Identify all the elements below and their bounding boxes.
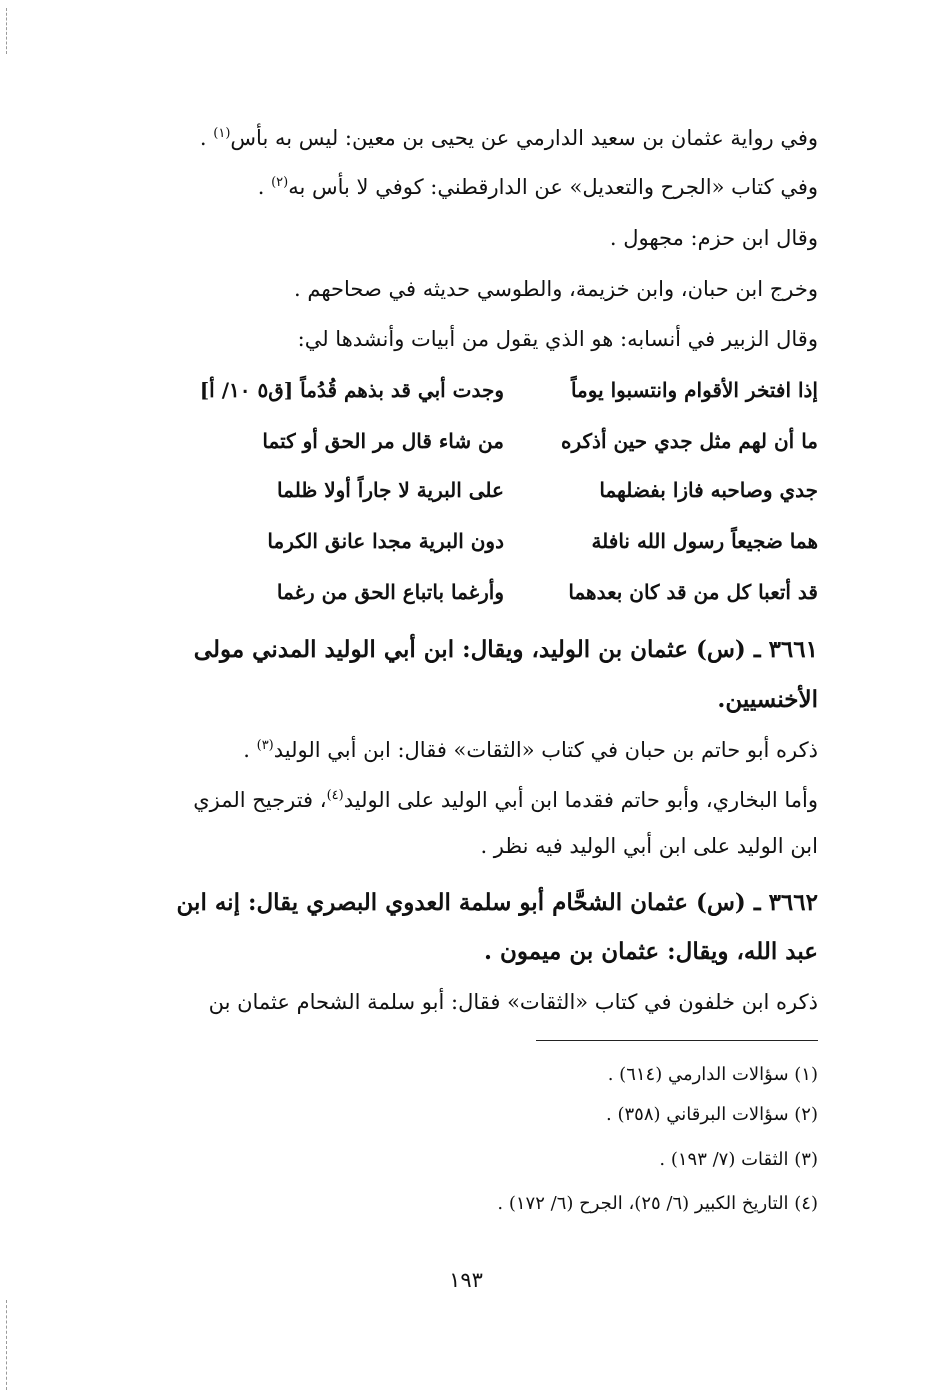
footnote: (٤) التاريخ الكبير (٦/ ٢٥)، الجرح (٦/ ١٧٢) . [497, 1193, 818, 1214]
footnote-ref[interactable]: (١) [213, 126, 231, 141]
body-line: ابن الوليد على ابن أبي الوليد فيه نظر . [480, 834, 818, 858]
entry-heading-3661: ٣٦٦١ ـ (س) عثمان بن الوليد، ويقال: ابن أبي الوليد المدني مولى [193, 636, 818, 663]
poem-verse [120, 370, 818, 410]
poem-verse [120, 521, 818, 561]
poem-verse [120, 470, 818, 510]
verse-second-hemistich: من شاء قال مر الحق أو كتما [262, 429, 504, 453]
footnote: (٢) سؤالات البرقاني (٣٥٨) . [606, 1104, 818, 1125]
verse-second-hemistich: على البرية لا جاراً أولا ظلما [277, 478, 504, 502]
scan-edge-mark [6, 1300, 7, 1390]
page-number: ١٩٣ [449, 1268, 483, 1292]
entry-heading-3662-cont: عبد الله، ويقال: عثمان بن ميمون . [483, 938, 818, 965]
body-line: وأما البخاري، وأبو حاتم فقدما ابن أبي الوليد على الوليد$^{(٤)}$، فترجيح المزي [193, 788, 818, 812]
verse-second-hemistich: وأرغما باتباع الحق من رغما [276, 580, 504, 604]
footnote-ref[interactable]: (٣) [256, 738, 274, 753]
footnote-ref[interactable]: (٢) [271, 175, 289, 190]
body-line: ذكره ابن خلفون في كتاب «الثقات» فقال: أبو سلمة الشحام عثمان بن [208, 990, 818, 1014]
poem-verse [120, 421, 818, 461]
verse-first-hemistich: جدي وصاحبه فازا بفضلهما [599, 478, 818, 502]
body-line: ذكره أبو حاتم بن حبان في كتاب «الثقات» فقال: ابن أبي الوليد$^{(٣)}$ . [243, 738, 818, 762]
body-line: وقال ابن حزم: مجهول . [609, 226, 818, 250]
scan-edge-mark [6, 8, 7, 54]
poem-verse [120, 572, 818, 612]
verse-first-hemistich: قد أتعبا كل من قد كان بعدهما [568, 580, 818, 604]
verse-first-hemistich: هما ضجيعاً رسول الله نافلة [591, 529, 818, 553]
verse-first-hemistich: إذا افتخر الأقوام وانتسبوا يوماً [570, 378, 818, 402]
footnote: (٣) الثقات (٧/ ١٩٣) . [659, 1149, 818, 1170]
body-line: وقال الزبير في أنسابه: هو الذي يقول من أبيات وأنشدها لي: [297, 327, 818, 351]
verse-second-hemistich: وجدت أبي قد بذهم قُدُماً [ق٥ ١٠/ أ] [199, 378, 504, 402]
body-line: وفي كتاب «الجرح والتعديل» عن الدارقطني: كوفي لا بأس به$^{(٢)}$ . [257, 175, 818, 199]
entry-heading-3662: ٣٦٦٢ ـ (س) عثمان الشحَّام أبو سلمة العدوي البصري يقال: إنه ابن [176, 889, 818, 916]
body-line: وفي رواية عثمان بن سعيد الدارمي عن يحيى بن معين: ليس به بأس$^{(١)}$ . [199, 126, 818, 150]
body-line: وخرج ابن حبان، وابن خزيمة، والطوسي حديثه في صحاحهم . [294, 277, 818, 301]
verse-second-hemistich: دون البرية مجدا عانق الكرما [267, 529, 504, 553]
footnote-separator [536, 1040, 818, 1041]
verse-first-hemistich: ما أن لهم مثل جدي حين أذكره [561, 429, 818, 453]
footnote-ref[interactable]: (٤) [326, 788, 344, 803]
entry-heading-3661-cont: الأخنسيين. [717, 686, 818, 713]
footnote: (١) سؤالات الدارمي (٦١٤) . [607, 1064, 818, 1085]
